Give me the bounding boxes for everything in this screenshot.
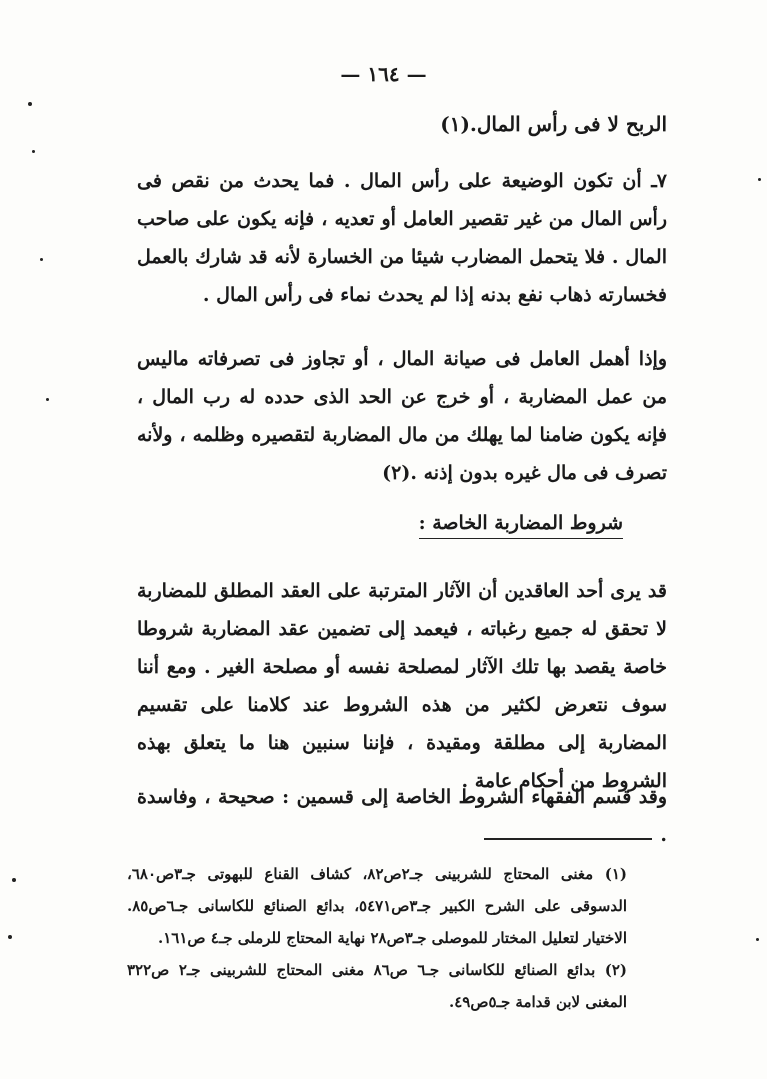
scan-speck bbox=[28, 102, 32, 106]
scan-speck bbox=[12, 878, 16, 882]
section-heading: شروط المضاربة الخاصة : bbox=[419, 512, 623, 539]
intro-line: الربح لا فى رأس المال.(١) bbox=[440, 112, 667, 136]
paragraph-negligence: وإذا أهمل العامل فى صيانة المال ، أو تجاوز فى تصرفاته ماليس من عمل المضاربة ، أو خرج عن الحد الذى حدده له رب المال ، فإنه يكون ضامنا لما يهلك من مال المضاربة لتقصيره وظلمه ، ولأنه تصرف فى مال غيره بدون إذنه .(٢) bbox=[137, 348, 667, 484]
scan-speck bbox=[758, 178, 761, 181]
scan-speck bbox=[40, 258, 43, 261]
footnote-rule bbox=[484, 838, 652, 840]
page-number: — ١٦٤ — bbox=[340, 62, 427, 86]
scan-speck bbox=[756, 938, 759, 941]
paragraph-7: ٧ـ أن تكون الوضيعة على رأس المال . فما يحدث من نقص فى رأس المال من غير تقصير العامل أو تعديه ، فإنه يكون على صاحب المال . فلا يتحمل المضارب شيئا من الخسارة لأنه قد شارك بالعمل فخسارته ذهاب نفع بدنه إذا لم يحدث نماء فى رأس المال . bbox=[137, 170, 667, 306]
footnotes bbox=[127, 858, 627, 1018]
scan-speck bbox=[46, 398, 49, 401]
paragraph-division: وقد قسم الفقهاء الشروط الخاصة إلى قسمين : صحيحة ، وفاسدة . bbox=[137, 786, 667, 846]
paragraph-special-conditions: قد يرى أحد العاقدين أن الآثار المترتبة على العقد المطلق للمضاربة لا تحقق له جميع رغباته ، فيعمد إلى تضمين عقد المضاربة شروطا خاصة يقصد بها تلك الآثار لمصلحة نفسه أو مصلحة الغير . ومع أننا سوف نتعرض لكثير من هذه الشروط عند كلامنا على تقسيم المضاربة إلى مطلقة ومقيدة ، فإننا سنبين هنا ما يتعلق بهذه الشروط من أحكام عامة . bbox=[137, 580, 667, 792]
footnote-1: (١) مغنى المحتاج للشربينى جـ٢ص٨٢، كشاف القناع للبهوتى جـ٣ص٦٨٠، الدسوقى على الشرح الكبير جـ٣ص٥٤٧١، بدائع الصنائع للكاسانى جـ٦ص٨٥. الاختيار لتعليل المختار للموصلى جـ٣ص٢٨ نهاية المحتاج للرملى جـ٤ ص١٦١. bbox=[127, 865, 627, 947]
scan-speck bbox=[8, 935, 12, 939]
footnote-2: (٢) بدائع الصنائع للكاسانى جـ٦ ص٨٦ مغنى المحتاج للشربينى جـ٢ ص٣٢٢ المغنى لابن قدامة جـ٥ص٤٩. bbox=[127, 961, 628, 1011]
scan-speck bbox=[32, 150, 35, 153]
